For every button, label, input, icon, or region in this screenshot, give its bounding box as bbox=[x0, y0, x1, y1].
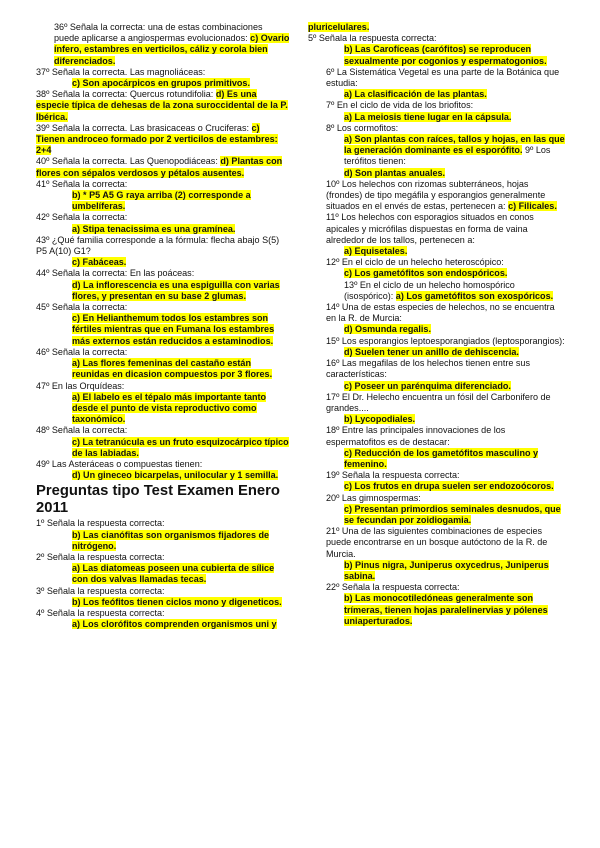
question-text: 46º Señala la correcta: bbox=[36, 346, 128, 357]
question-paragraph bbox=[308, 414, 566, 425]
question-paragraph bbox=[36, 437, 290, 459]
highlighted-answer: c) Tienen androceo formado por 2 verticilos de estambres: 2+4 bbox=[36, 122, 278, 156]
highlighted-answer: a) El labelo es el tépalo más importante tanto desde el punto de vista reproductivo como taxonómico. bbox=[72, 391, 267, 425]
question-text: 36º Señala la correcta: una de estas combinaciones puede aplicarse a angiospermas evolucionados: bbox=[54, 22, 263, 44]
question-paragraph bbox=[36, 235, 290, 257]
question-paragraph bbox=[308, 448, 566, 470]
question-paragraph bbox=[36, 381, 290, 392]
question-paragraph bbox=[308, 504, 566, 526]
question-paragraph bbox=[36, 563, 290, 585]
question-paragraph bbox=[308, 336, 566, 347]
question-text: 38º Señala la correcta: Quercus rotundifolia: bbox=[36, 89, 216, 100]
question-text: 15º Los esporangios leptoesporangiados (leptosporangios): bbox=[326, 335, 565, 346]
question-paragraph bbox=[36, 392, 290, 426]
question-text: 8º Los cormofitos: bbox=[326, 122, 399, 133]
question-paragraph bbox=[308, 268, 566, 279]
question-text: 3º Señala la respuesta correcta: bbox=[36, 585, 165, 596]
question-paragraph bbox=[36, 358, 290, 380]
highlighted-answer: b) Las monocotiledóneas generalmente son trímeras, tienen hojas paralelinervias y pólenes uniaperturados. bbox=[344, 593, 548, 626]
question-text: 5º Señala la respuesta correcta: bbox=[308, 33, 437, 44]
question-paragraph bbox=[36, 22, 290, 67]
question-paragraph bbox=[36, 425, 290, 436]
question-paragraph bbox=[308, 347, 566, 358]
question-paragraph bbox=[308, 123, 566, 134]
highlighted-answer: c) Los gametófitos son endospóricos. bbox=[344, 268, 508, 279]
question-paragraph bbox=[36, 597, 290, 608]
highlighted-answer: d) Es una especie típica de dehesas de la zona suroccidental de la P. Ibérica. bbox=[36, 89, 288, 122]
question-paragraph bbox=[36, 78, 290, 89]
question-paragraph bbox=[36, 224, 290, 235]
question-paragraph bbox=[36, 280, 290, 302]
question-paragraph bbox=[308, 582, 566, 593]
question-paragraph bbox=[308, 67, 566, 89]
question-paragraph bbox=[308, 526, 566, 560]
highlighted-answer: d) Son plantas anuales. bbox=[344, 167, 446, 178]
question-paragraph bbox=[308, 168, 566, 179]
question-paragraph bbox=[36, 268, 290, 279]
question-paragraph bbox=[36, 518, 290, 529]
question-paragraph bbox=[308, 593, 566, 627]
question-paragraph bbox=[308, 33, 566, 44]
question-paragraph bbox=[36, 313, 290, 347]
question-paragraph bbox=[36, 156, 290, 178]
question-paragraph bbox=[36, 608, 290, 619]
highlighted-answer: a) Stipa tenacissima es una gramínea. bbox=[72, 223, 236, 234]
question-paragraph bbox=[36, 67, 290, 78]
question-paragraph bbox=[308, 425, 566, 447]
question-text: 17º El Dr. Helecho encuentra un fósil del Carbonifero de grandes.... bbox=[326, 391, 551, 413]
question-text: 19º Señala la respuesta correcta: bbox=[326, 470, 460, 481]
highlighted-answer: pluricelulares. bbox=[308, 22, 370, 32]
question-text: 12º En el ciclo de un helecho heteroscópico: bbox=[326, 257, 504, 268]
highlighted-answer: c) En Helianthemum todos los estambres son fértiles mientras que en Fumana los estambres más externos están reducidos a estaminodios. bbox=[72, 313, 275, 346]
question-paragraph bbox=[308, 246, 566, 257]
question-paragraph bbox=[36, 212, 290, 223]
highlighted-answer: d) Un gineceo bicarpelas, unilocular y 1 semilla. bbox=[72, 470, 279, 481]
question-paragraph bbox=[36, 89, 290, 123]
question-paragraph bbox=[308, 358, 566, 380]
question-paragraph bbox=[308, 44, 566, 66]
highlighted-answer: c) La tetranúcula es un fruto esquizocárpico típico de las labiadas. bbox=[72, 436, 289, 458]
question-paragraph bbox=[36, 123, 290, 157]
question-text: 6º La Sistemática Vegetal es una parte de la Botánica que estudia: bbox=[326, 66, 560, 89]
question-paragraph bbox=[308, 100, 566, 111]
highlighted-answer: d) Osmunda regalis. bbox=[344, 324, 431, 335]
question-text: 9º Los terófitos tienen: bbox=[344, 145, 551, 167]
highlighted-answer: c) Son apocárpicos en grupos primitivos. bbox=[72, 78, 250, 89]
question-paragraph bbox=[308, 112, 566, 123]
question-text: 4º Señala la respuesta correcta: bbox=[36, 607, 165, 618]
question-paragraph bbox=[308, 392, 566, 414]
question-paragraph bbox=[308, 470, 566, 481]
question-text: 10º Los helechos con rizomas subterráneos, hojas (frondes) de tipo megáfila y esporangios generalmente situados en el envés de estas, pertenecen a: bbox=[326, 178, 546, 212]
question-paragraph bbox=[308, 302, 566, 324]
question-text: 40º Señala la correcta. Las Quenopodiáceas: bbox=[36, 156, 221, 167]
question-paragraph bbox=[308, 493, 566, 504]
question-paragraph bbox=[36, 552, 290, 563]
question-text: 39º Señala la correcta. Las brasicaceas o Cruciferas: bbox=[36, 122, 252, 133]
question-text: 14º Una de estas especies de helechos, no se encuentra en la R. de Murcia: bbox=[326, 302, 555, 324]
highlighted-answer: a) Los clorófitos comprenden organismos uni y bbox=[72, 619, 277, 630]
question-paragraph bbox=[308, 324, 566, 335]
highlighted-answer: c) Reducción de los gametófitos masculino y femenino. bbox=[344, 447, 539, 469]
question-text: 16º Las megafilas de los helechos tienen entre sus características: bbox=[326, 358, 530, 380]
highlighted-answer: c) Filicales. bbox=[508, 201, 557, 212]
highlighted-answer: b) Las Carofíceas (carófitos) se reproducen sexualmente por cogonios y espermatogonios. bbox=[344, 44, 547, 66]
question-text: 7º En el ciclo de vida de los briofitos: bbox=[326, 100, 474, 111]
highlighted-answer: b) * P5 A5 G raya arriba (2) corresponde a umbelíferas. bbox=[72, 190, 251, 212]
highlighted-answer: a) La meiosis tiene lugar en la cápsula. bbox=[344, 111, 512, 122]
question-text: 18º Entre las principales innovaciones de los espermatofitos es de destacar: bbox=[326, 425, 506, 447]
question-paragraph bbox=[308, 381, 566, 392]
question-paragraph bbox=[308, 212, 566, 246]
highlighted-answer: a) Las diatomeas poseen una cubierta de sílice con dos valvas llamadas tecas. bbox=[72, 563, 275, 585]
question-text: 48º Señala la correcta: bbox=[36, 425, 128, 436]
highlighted-answer: a) La clasificación de las plantas. bbox=[344, 89, 487, 100]
question-text: 49º Las Asteráceas o compuestas tienen: bbox=[36, 458, 203, 469]
highlighted-answer: a) Los gametófitos son exospóricos. bbox=[395, 290, 554, 301]
highlighted-answer: c) Poseer un parénquima diferenciado. bbox=[344, 380, 511, 391]
question-text: 22º Señala la respuesta correcta: bbox=[326, 582, 460, 593]
question-paragraph bbox=[36, 530, 290, 552]
question-paragraph bbox=[308, 134, 566, 168]
question-paragraph bbox=[308, 179, 566, 213]
highlighted-answer: c) Fabáceas. bbox=[72, 257, 127, 268]
highlighted-answer: a) Equisetales. bbox=[344, 246, 408, 257]
question-text: 47º En las Orquídeas: bbox=[36, 380, 125, 391]
question-paragraph bbox=[308, 89, 566, 100]
highlighted-answer: d) La inflorescencia es una espiguilla con varias flores, y presentan en su base 2 glumas. bbox=[72, 279, 280, 301]
highlighted-answer: c) Ovario ínfero, estambres en verticilos, cáliz y corola bien diferenciados. bbox=[54, 33, 290, 66]
highlighted-answer: b) Lycopodiales. bbox=[344, 414, 416, 425]
question-paragraph bbox=[308, 22, 566, 33]
question-paragraph bbox=[36, 347, 290, 358]
question-text: 45º Señala la correcta: bbox=[36, 302, 128, 313]
question-paragraph bbox=[36, 190, 290, 212]
left-column bbox=[36, 22, 290, 630]
question-text: 1º Señala la respuesta correcta: bbox=[36, 518, 165, 529]
highlighted-answer: a) Son plantas con raíces, tallos y hojas, en las que la generación dominante es el esporófito. bbox=[344, 134, 565, 156]
highlighted-answer: b) Pinus nigra, Juniperus oxycedrus, Juniperus sabina. bbox=[344, 559, 549, 581]
highlighted-answer: a) Las flores femeninas del castaño están reunidas en dicasion compuestos por 3 flores. bbox=[72, 358, 273, 380]
question-paragraph bbox=[36, 619, 290, 630]
question-paragraph bbox=[36, 257, 290, 268]
question-text: 37º Señala la correcta. Las magnoliáceas: bbox=[36, 66, 206, 77]
question-text: 2º Señala la respuesta correcta: bbox=[36, 551, 165, 562]
highlighted-answer: c) Presentan primordios seminales desnudos, que se fecundan por zoidiogamia. bbox=[344, 503, 561, 525]
right-column bbox=[308, 22, 566, 627]
question-text: 20º Las gimnospermas: bbox=[326, 492, 421, 503]
question-paragraph bbox=[308, 280, 566, 302]
highlighted-answer: c) Los frutos en drupa suelen ser endozoócoros. bbox=[344, 481, 554, 492]
question-paragraph bbox=[36, 179, 290, 190]
question-text: 13º En el ciclo de un helecho homospórico (isospórico): bbox=[344, 279, 515, 301]
highlighted-answer: d) Suelen tener un anillo de dehiscencia. bbox=[344, 346, 519, 357]
highlighted-answer: b) Los feófitos tienen ciclos mono y digeneticos. bbox=[72, 596, 282, 607]
question-paragraph bbox=[308, 481, 566, 492]
highlighted-answer: b) Las cianófitas son organismos fijadores de nitrógeno. bbox=[72, 529, 270, 551]
question-paragraph bbox=[36, 302, 290, 313]
question-paragraph bbox=[36, 470, 290, 481]
question-paragraph bbox=[308, 560, 566, 582]
section-heading: Preguntas tipo Test Examen Enero 2011 bbox=[36, 483, 280, 517]
question-paragraph bbox=[36, 586, 290, 597]
highlighted-answer: d) Plantas con flores con sépalos verdosos y pétalos ausentes. bbox=[36, 156, 283, 178]
question-paragraph bbox=[36, 459, 290, 470]
question-text: 44º Señala la correcta: En las poáceas: bbox=[36, 268, 195, 279]
question-paragraph bbox=[308, 257, 566, 268]
question-text: 43º ¿Qué familia corresponde a la fórmula: flecha abajo S(5) P5 A(10) G1? bbox=[36, 234, 280, 257]
question-text: 41º Señala la correcta: bbox=[36, 178, 128, 189]
question-text: 11º Los helechos con esporagios situados en conos apicales y micrófilas dispuestas en forma de vaina alrededor de los tallos, pertenecen a: bbox=[326, 212, 534, 245]
question-text: 21º Una de las siguientes combinaciones de especies puede encontrarse en un bosque autóctono de la R. de Murcia. bbox=[326, 526, 548, 559]
question-text: 42º Señala la correcta: bbox=[36, 212, 128, 223]
